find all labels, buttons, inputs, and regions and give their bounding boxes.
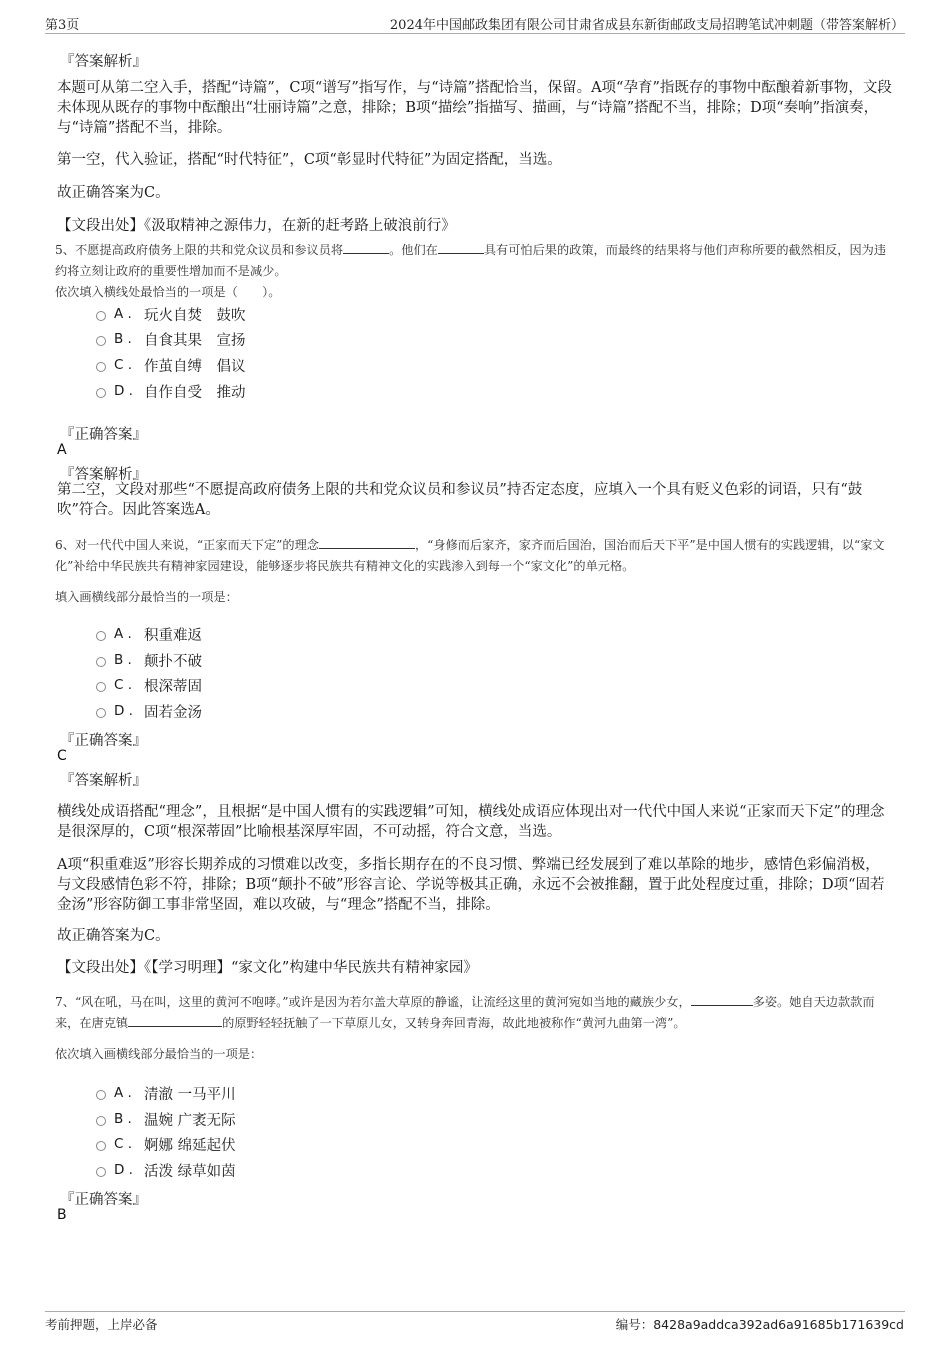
option-text: 清澈 一马平川	[144, 1086, 236, 1103]
option-letter: C .	[114, 357, 133, 373]
q6-conclusion: 故正确答案为C。	[57, 928, 170, 944]
q5-stem-part-1: 5、不愿提高政府债务上限的共和党众议员和参议员将	[55, 243, 344, 257]
q4-analysis-paragraph-1: 本题可从第二空入手，搭配“诗篇”，C项“谱写”指写作，与“诗篇”搭配恰当，保留。A项“孕育”指既存的事物中酝酿着新事物，文段未体现从既存的事物中酝酿出“壮丽诗篇”之意，排除；B项“描绘”指描写、描画，与“诗篇”搭配不当，排除；D项“奏响”指演奏，与“诗篇”搭配不当，排除。	[57, 80, 892, 136]
footer-code	[616, 1315, 904, 1333]
option-letter: C .	[114, 1136, 133, 1152]
option-text: 玩火自焚 鼓吹	[144, 307, 246, 324]
q4-analysis-label: 『答案解析』	[60, 54, 147, 70]
q5-stem	[55, 240, 895, 282]
q7-stem	[55, 992, 895, 1034]
footer-code-label: 编号：	[615, 1317, 654, 1332]
q6-source: 【文段出处】《【学习明理】“家文化”构建中华民族共有精神家园》	[57, 960, 478, 976]
page-number: 第3页	[45, 18, 80, 33]
q7-stem-part-1: 7、“风在吼，马在叫，这里的黄河不咆哮。”或许是因为若尔盖大草原的静谧，让流经这里的黄河宛如当地的藏族少女，	[55, 995, 691, 1009]
q5-blank-1	[343, 253, 389, 254]
radio-icon[interactable]	[96, 682, 106, 692]
q7-option-d[interactable]	[96, 1159, 236, 1181]
q6-answer: C	[57, 748, 67, 764]
option-letter: C .	[114, 677, 133, 693]
q5-analysis-label: 『答案解析』	[60, 467, 147, 483]
q7-stem-part-2: 多姿。她自天边款款而来，在唐克镇	[55, 995, 875, 1030]
q7-option-c[interactable]	[96, 1133, 236, 1155]
q6-option-a[interactable]	[96, 623, 202, 645]
option-letter: B .	[114, 652, 132, 668]
option-letter: D .	[114, 1162, 133, 1178]
radio-icon[interactable]	[96, 1090, 106, 1100]
q5-stem-part-2: 。他们在	[389, 243, 438, 257]
q6-stem-part-1: 6、对一代代中国人来说，“正家而天下定”的理念	[55, 538, 319, 552]
q6-stem	[55, 535, 895, 577]
q7-blank-1	[691, 1005, 753, 1006]
radio-icon[interactable]	[96, 1141, 106, 1151]
option-letter: D .	[114, 703, 133, 719]
option-letter: A .	[114, 306, 132, 322]
option-text: 作茧自缚 倡议	[144, 358, 246, 375]
footer-divider	[45, 1311, 905, 1312]
q4-source: 【文段出处】《汲取精神之源伟力，在新的赶考路上破浪前行》	[57, 218, 456, 234]
q6-prompt: 填入画横线部分最恰当的一项是：	[55, 590, 238, 604]
q4-analysis-paragraph-2: 第一空，代入验证，搭配“时代特征”，C项“彰显时代特征”为固定搭配，当选。	[57, 152, 562, 168]
option-text: 活泼 绿草如茵	[144, 1163, 236, 1180]
q6-option-c[interactable]	[96, 674, 202, 696]
option-text: 颠扑不破	[144, 653, 202, 670]
q7-prompt: 依次填入画横线部分最恰当的一项是：	[55, 1047, 263, 1061]
radio-icon[interactable]	[96, 311, 106, 321]
q5-answer: A	[57, 442, 67, 458]
q7-option-a[interactable]	[96, 1082, 236, 1104]
q4-conclusion: 故正确答案为C。	[57, 185, 170, 201]
option-text: 自食其果 宣扬	[144, 332, 246, 349]
radio-icon[interactable]	[96, 362, 106, 372]
option-letter: A .	[114, 1085, 132, 1101]
q7-answer: B	[57, 1207, 67, 1223]
q5-option-a[interactable]	[96, 303, 246, 325]
q7-blank-2	[128, 1026, 222, 1027]
q5-analysis: 第二空，文段对那些“不愿提高政府债务上限的共和党众议员和参议员”持否定态度，应填入一个具有贬义色彩的词语，只有“鼓吹”符合。因此答案选A。	[57, 482, 863, 518]
radio-icon[interactable]	[96, 388, 106, 398]
q5-prompt: 依次填入横线处最恰当的一项是（ ）。	[55, 285, 281, 299]
option-letter: A .	[114, 626, 132, 642]
footer-code-value: 8428a9addca392ad6a91685b171639cd	[653, 1317, 904, 1332]
q6-analysis-paragraph-2: A项“积重难返”形容长期养成的习惯难以改变，多指长期存在的不良习惯、弊端已经发展到了难以革除的地步，感情色彩偏消极，与文段感情色彩不符，排除；B项“颠扑不破”形容言论、学说等极其正确，永远不会被推翻，置于此处程度过重，排除；D项“固若金汤”形容防御工事非常坚固，难以攻破，与“理念”搭配不当，排除。	[57, 857, 885, 913]
q6-option-d[interactable]	[96, 700, 202, 722]
option-text: 积重难返	[144, 627, 202, 644]
option-text: 婀娜 绵延起伏	[144, 1137, 236, 1154]
q5-option-c[interactable]	[96, 354, 246, 376]
radio-icon[interactable]	[96, 336, 106, 346]
radio-icon[interactable]	[96, 708, 106, 718]
q6-stem-part-2: ，“身修而后家齐，家齐而后国治，国治而后天下平”是中国人惯有的实践逻辑，以“家文化”补给中华民族共有精神家园建设，能够逐步将民族共有精神文化的实践渗入到每一个“家文化”的单元格。	[55, 538, 885, 573]
q6-analysis-label: 『答案解析』	[60, 773, 147, 789]
q7-correct-label: 『正确答案』	[60, 1192, 147, 1208]
q5-stem-part-3: 具有可怕后果的政策，而最终的结果将与他们声称所要的截然相反，因为违约将立刻让政府的重要性增加而不是减少。	[55, 243, 887, 278]
radio-icon[interactable]	[96, 1167, 106, 1177]
radio-icon[interactable]	[96, 1116, 106, 1126]
radio-icon[interactable]	[96, 631, 106, 641]
q7-option-b[interactable]	[96, 1108, 236, 1130]
option-letter: D .	[114, 383, 133, 399]
option-text: 根深蒂固	[144, 678, 202, 695]
radio-icon[interactable]	[96, 657, 106, 667]
q5-correct-label: 『正确答案』	[60, 427, 147, 443]
option-text: 自作自受 推动	[144, 384, 246, 401]
q5-option-b[interactable]	[96, 328, 246, 350]
document-title: 2024年中国邮政集团有限公司甘肃省成县东新街邮政支局招聘笔试冲刺题（带答案解析）	[389, 18, 904, 33]
q6-correct-label: 『正确答案』	[60, 733, 147, 749]
q6-analysis-paragraph-1: 横线处成语搭配“理念”，且根据“是中国人惯有的实践逻辑”可知，横线处成语应体现出对一代代中国人来说“正家而天下定”的理念是很深厚的，C项“根深蒂固”比喻根基深厚牢固，不可动摇，符合文意，当选。	[57, 804, 885, 840]
option-text: 温婉 广袤无际	[144, 1112, 236, 1129]
option-text: 固若金汤	[144, 704, 202, 721]
q6-blank	[319, 548, 415, 549]
q5-blank-2	[438, 253, 484, 254]
q5-option-d[interactable]	[96, 380, 246, 402]
q6-option-b[interactable]	[96, 649, 202, 671]
footer-slogan: 考前押题，上岸必备	[45, 1317, 158, 1332]
option-letter: B .	[114, 331, 132, 347]
q7-stem-part-3: 的原野轻轻抚触了一下草原儿女，又转身奔回青海，故此地被称作“黄河九曲第一湾”。	[222, 1016, 686, 1030]
option-letter: B .	[114, 1111, 132, 1127]
header-divider	[45, 33, 905, 34]
